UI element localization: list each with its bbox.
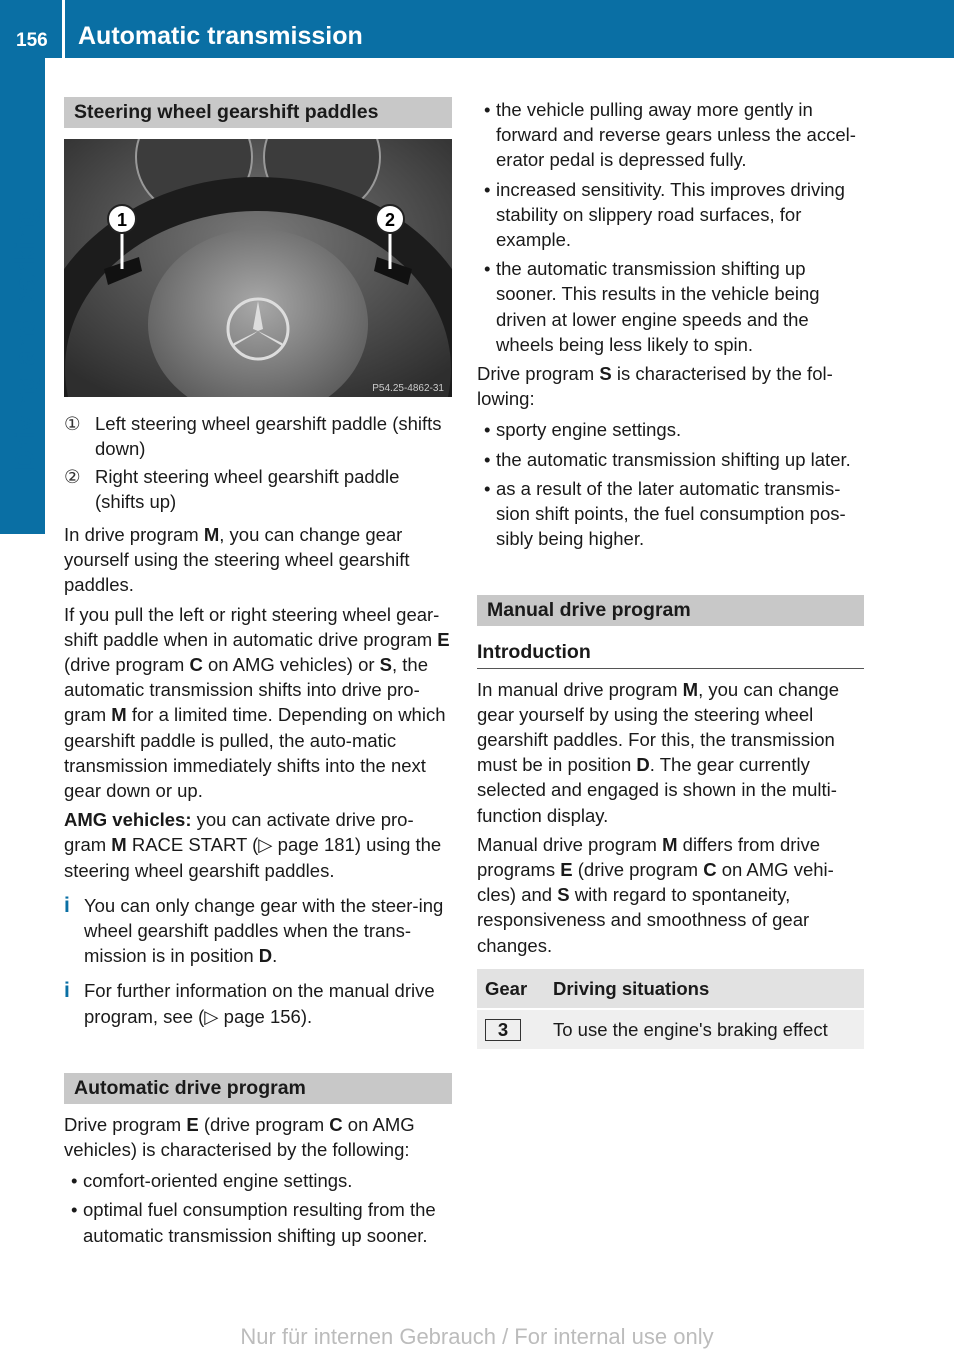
info-icon: i <box>64 979 70 1003</box>
left-column <box>64 97 452 1252</box>
bullet-list <box>64 1168 452 1248</box>
callout-1-label: 1 <box>116 210 128 230</box>
list-item: • the automatic transmission shifting up sooner. This results in the vehicle being driven at lower engine speeds and the wheels being less likely to spin. <box>477 256 864 357</box>
gear-indicator: 3 <box>485 1019 521 1041</box>
table-cell: To use the engine's braking effect <box>545 1009 864 1049</box>
paragraph: Manual drive program M differs from drive programs E (drive program C on AMG vehi-cles) and S with regard to spontaneity, responsiveness and smoothness of gear changes. <box>477 833 834 956</box>
section-heading-automatic: Automatic drive program <box>64 1073 452 1104</box>
right-column <box>477 97 864 1049</box>
paragraph: If you pull the left or right steering wheel gear-shift paddle when in automatic drive program E (drive program C on AMG vehicles) or S, the automatic transmission shifts into drive pro-gram M for a limited time. Depending on which gearshift paddle is pulled, the auto-matic transmission immediately shifts into the next gear down or up. <box>64 603 450 802</box>
subheading-introduction: Introduction <box>477 640 864 668</box>
info-note: i You can only change gear with the steer-ing wheel gearshift paddles when the trans-mission is in position D. <box>64 893 452 969</box>
legend-item <box>64 464 452 514</box>
column-header: Gear <box>477 968 545 1009</box>
list-item: • sporty engine settings. <box>477 417 864 442</box>
legend-item <box>64 411 452 461</box>
page-number: 156 <box>16 30 48 51</box>
table-header-row <box>477 968 864 1009</box>
footer-watermark: Nur für internen Gebrauch / For internal use only <box>240 1324 714 1349</box>
table-cell <box>477 1009 545 1049</box>
list-item: • as a result of the later automatic transmis-sion shift points, the fuel consumption pos-sibly being higher. <box>477 476 864 552</box>
image-code: P54.25-4862-31 <box>372 383 444 394</box>
bullet-list <box>477 417 864 551</box>
paragraph: Drive program E (drive program C on AMG vehicles) is characterised by the following: <box>64 1113 415 1161</box>
list-item: • optimal fuel consumption resulting from the automatic transmission shifting up sooner. <box>64 1197 452 1247</box>
side-tab-label: Driving and parking <box>9 207 40 470</box>
legend-number: ① <box>64 413 81 435</box>
paragraph: In manual drive program M, you can change gear yourself by using the steering wheel gearshift paddles. For this, the transmission must be in position D. The gear currently selected and engaged is shown in the multi-function display. <box>477 678 839 826</box>
info-icon: i <box>64 893 70 917</box>
paragraph: In drive program M, you can change gear yourself using the steering wheel gearshift paddles. <box>64 524 410 596</box>
legend-text: Left steering wheel gearshift paddle (shifts down) <box>95 413 442 460</box>
column-header: Driving situations <box>545 968 864 1009</box>
paragraph: AMG vehicles: you can activate drive pro-gram M RACE START (▷ page 181) using the steering wheel gearshift paddles. <box>64 809 442 881</box>
header-divider <box>62 0 65 58</box>
steering-wheel-photo <box>64 139 452 397</box>
table-row <box>477 1009 864 1049</box>
chapter-title: Automatic transmission <box>78 22 363 50</box>
section-heading-manual: Manual drive program <box>477 595 864 626</box>
gear-table <box>477 968 864 1049</box>
legend-number: ② <box>64 465 81 487</box>
list-item: • the vehicle pulling away more gently in forward and reverse gears unless the accel-erator pedal is depressed fully. <box>477 97 864 173</box>
list-item: • increased sensitivity. This improves driving stability on slippery road surfaces, for example. <box>477 177 864 253</box>
page-header <box>0 0 954 58</box>
callout-2-label: 2 <box>384 210 396 230</box>
bullet-list <box>477 97 864 357</box>
info-note: i For further information on the manual drive program, see (▷ page 156). <box>64 978 452 1028</box>
paragraph: Drive program S is characterised by the fol-lowing: <box>477 363 833 410</box>
list-item: • the automatic transmission shifting up later. <box>477 447 864 472</box>
legend-text: Right steering wheel gearshift paddle (shifts up) <box>95 465 400 512</box>
list-item: • comfort-oriented engine settings. <box>64 1168 452 1193</box>
section-heading-paddles: Steering wheel gearshift paddles <box>64 97 452 128</box>
